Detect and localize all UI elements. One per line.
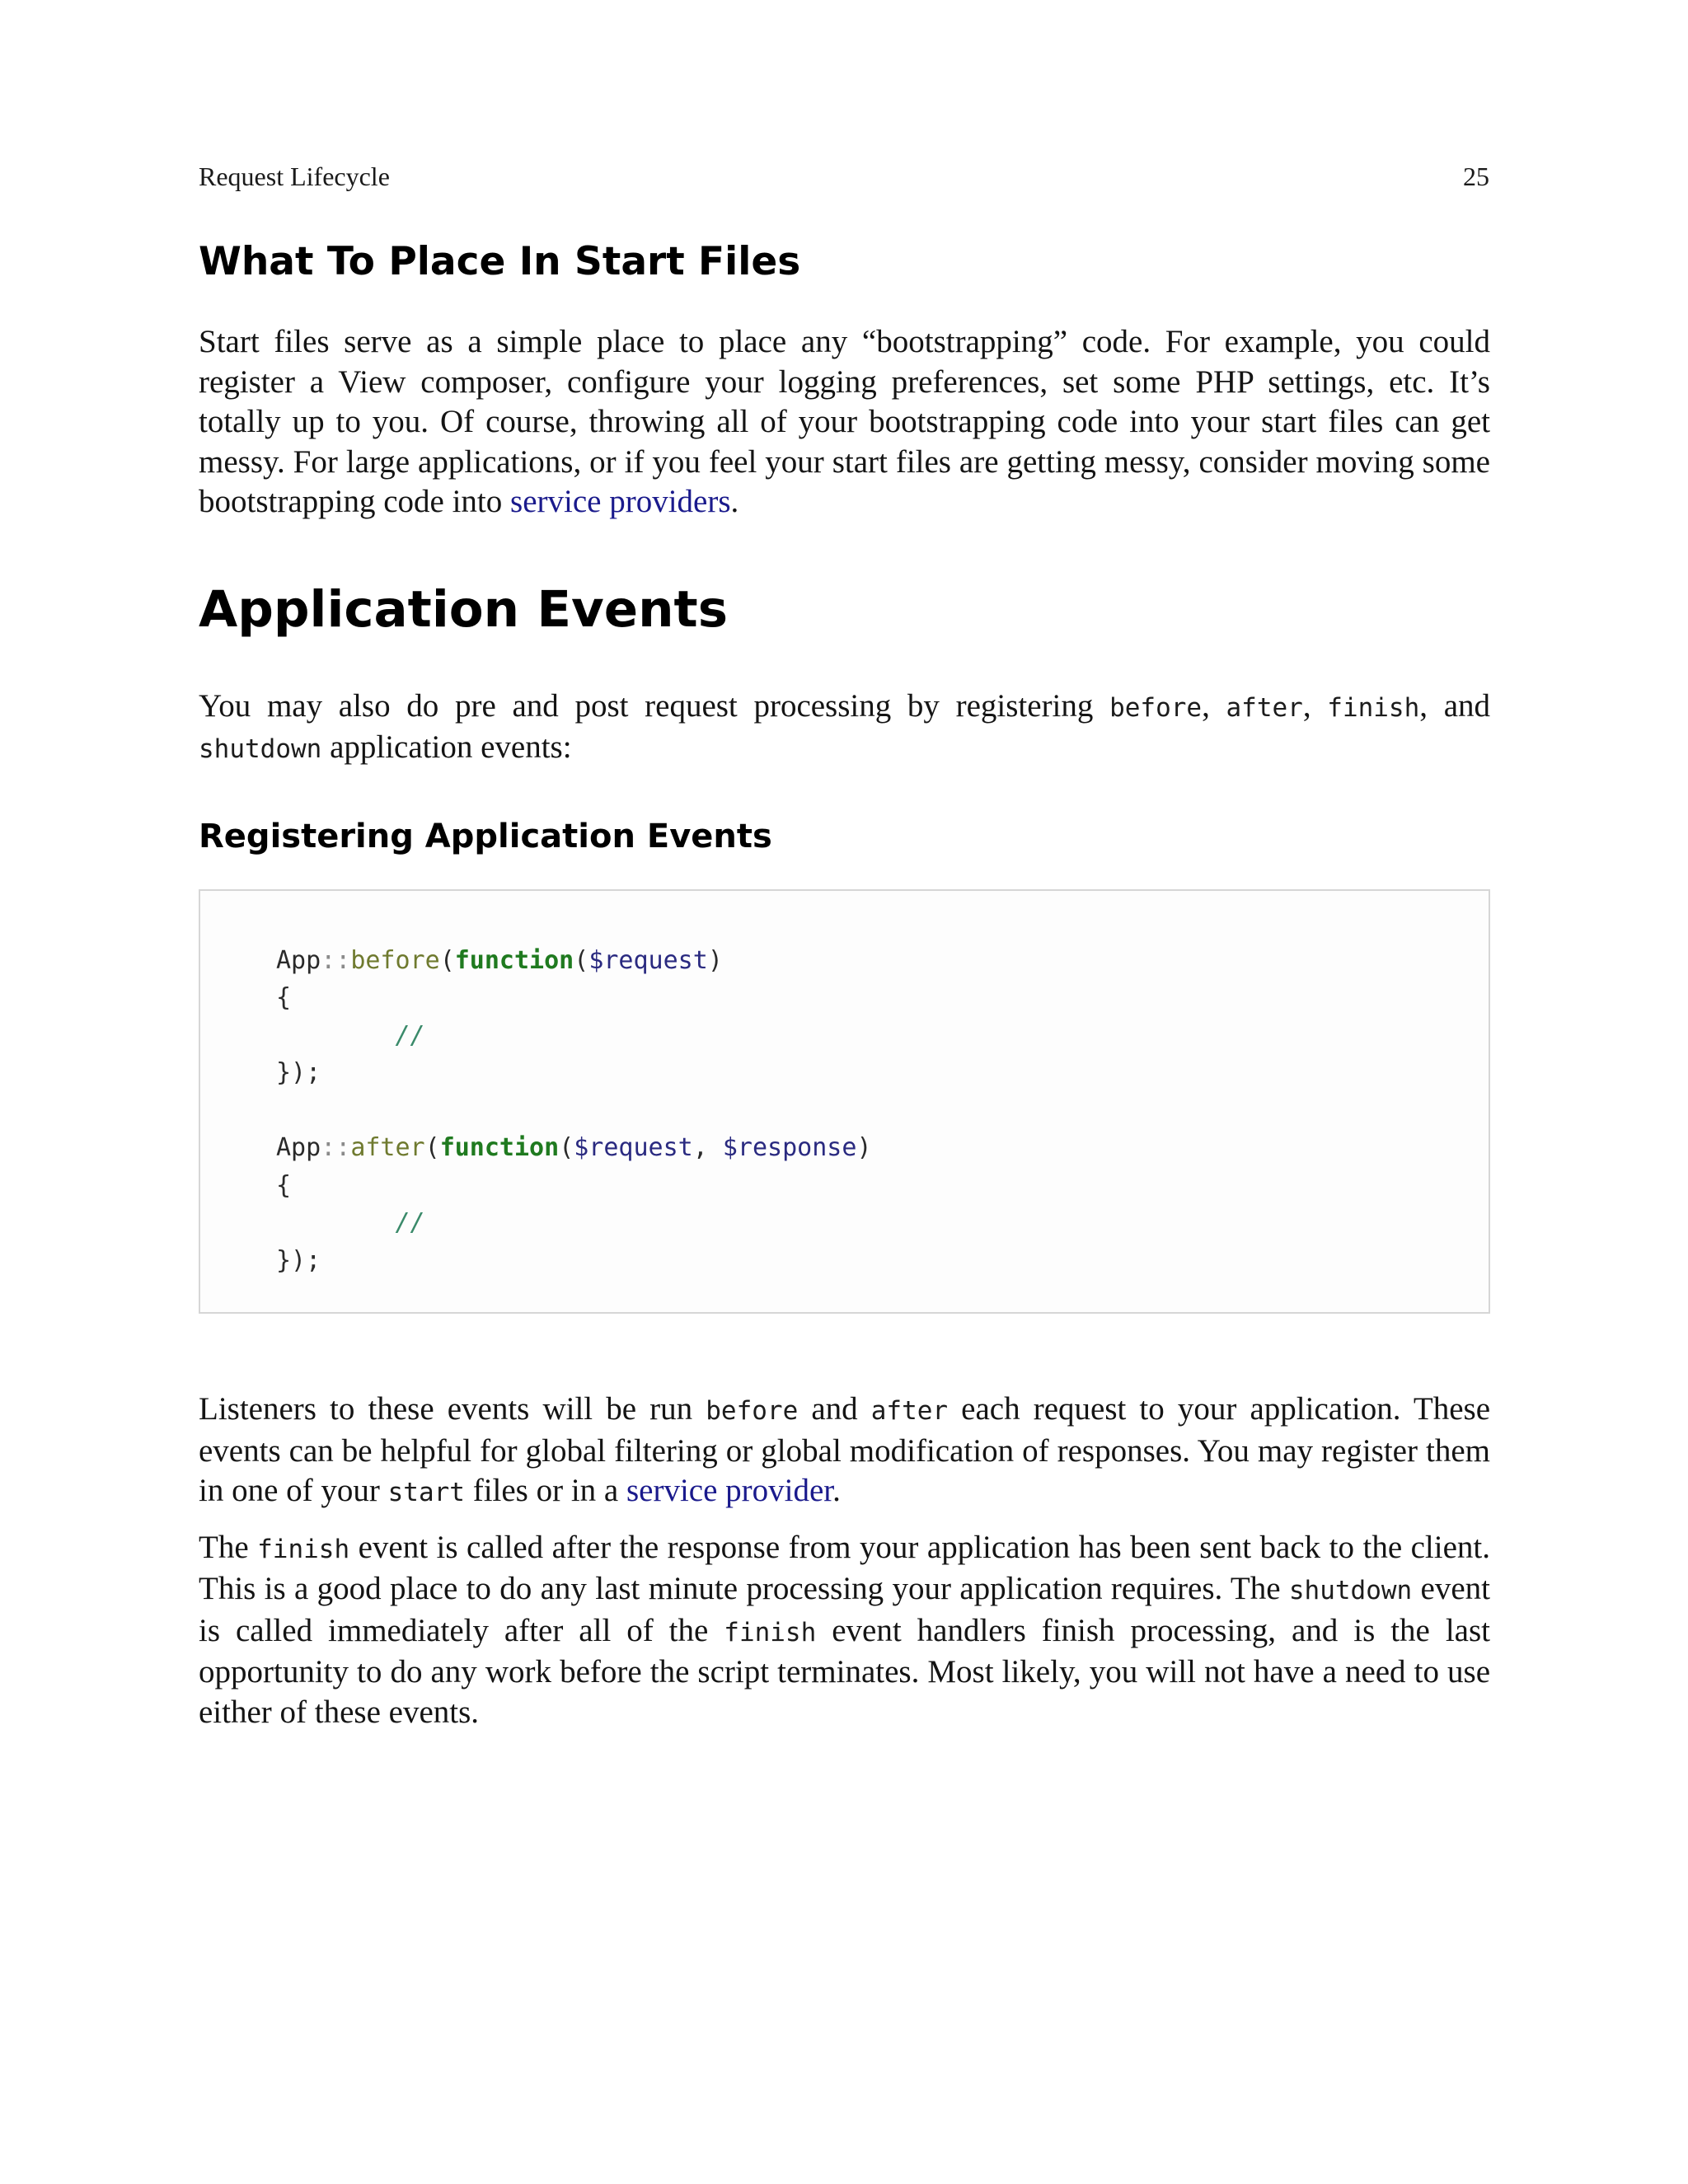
inline-code-finish: finish [257, 1534, 350, 1564]
service-providers-link[interactable]: service providers [510, 484, 731, 519]
para-text: files or in a [464, 1473, 626, 1508]
code-token: ) [707, 945, 723, 975]
code-token: after [350, 1133, 425, 1162]
start-files-paragraph [199, 322, 1490, 523]
code-token: }); [276, 1245, 321, 1275]
chapter-heading-application-events: Application Events [199, 579, 729, 639]
para-text: The [199, 1529, 258, 1565]
intro-text: You may also do pre and post request processing by registering [199, 687, 1110, 724]
start-files-text: Start files serve as a simple place to place any “bootstrapping” code. For example, you could register a View composer, configure your logging preferences, set some PHP settings, etc. It’s totally up to you. Of course, throwing all of your bootstrapping code into your start files can get messy. For large applications, or if you feel your start files are getting messy, consider moving some bootstrapping code into [199, 324, 1490, 519]
running-header-chapter: Request Lifecycle [199, 162, 390, 191]
para-text: event is called after the response from your application has been sent back to the client. This is a good place to do any last minute processing your application requires. The [199, 1529, 1490, 1606]
code-line [276, 1054, 1489, 1092]
code-block [199, 889, 1490, 1315]
listeners-paragraph [199, 1390, 1490, 1513]
code-line [276, 1129, 1489, 1167]
intro-text: , and [1419, 687, 1491, 724]
code-token: ( [574, 945, 589, 975]
code-token: function [454, 945, 574, 975]
start-files-text-end: . [730, 484, 739, 519]
finish-event-paragraph [199, 1528, 1490, 1733]
code-token: :: [321, 945, 351, 975]
code-token: { [276, 983, 292, 1012]
code-token: $request [588, 945, 708, 975]
inline-code-shutdown: shutdown [199, 734, 322, 764]
page-content [199, 239, 1490, 1732]
inline-code-after: after [1226, 692, 1303, 723]
code-line [276, 1242, 1489, 1280]
code-token: :: [321, 1133, 351, 1162]
para-text: and [798, 1391, 871, 1427]
code-token: App [276, 945, 321, 975]
code-token: , [692, 1133, 723, 1162]
inline-code-shutdown: shutdown [1288, 1576, 1413, 1605]
code-token: ( [424, 1133, 440, 1162]
code-token: ) [856, 1133, 872, 1162]
application-events-intro [199, 687, 1490, 770]
page-number: 25 [1463, 162, 1489, 191]
code-token: { [276, 1170, 292, 1200]
section-heading-start-files: What To Place In Start Files [199, 239, 801, 284]
running-header [199, 162, 1489, 192]
inline-code-before: before [706, 1396, 799, 1426]
code-token: App [276, 1133, 321, 1162]
code-line [276, 1204, 1489, 1242]
para-text: . [832, 1473, 841, 1508]
code-token: $response [722, 1133, 857, 1162]
code-token: $request [574, 1133, 693, 1162]
subheading-registering-events: Registering Application Events [199, 817, 772, 855]
code-token: function [439, 1133, 560, 1162]
code-comment: // [395, 1020, 425, 1050]
code-token: ( [559, 1133, 574, 1162]
code-line [276, 1017, 1489, 1055]
inline-code-finish: finish [724, 1617, 817, 1647]
para-text: event is called immediately after all of the [199, 1571, 1490, 1648]
inline-code-start: start [387, 1478, 465, 1507]
inline-code-after: after [870, 1396, 949, 1426]
code-token: before [350, 945, 440, 975]
code-token: }); [276, 1058, 321, 1087]
code-token: ( [439, 945, 455, 975]
para-text: event handlers finish processing, and is the last opportunity to do any work before the script terminates. Most likely, you will not have a need to use either of these events. [199, 1612, 1490, 1730]
code-line [276, 979, 1489, 1017]
para-text: each request to your application. These events can be helpful for global filtering or global modification of responses. You may register them in one of your [199, 1391, 1491, 1508]
inline-code-before: before [1109, 692, 1203, 723]
code-comment: // [395, 1208, 425, 1237]
code-line [276, 1167, 1489, 1205]
service-provider-link[interactable]: service provider [626, 1473, 833, 1508]
intro-text: , [1302, 687, 1328, 724]
intro-text: application events: [321, 729, 572, 765]
para-text: Listeners to these events will be run [199, 1391, 706, 1427]
inline-code-finish: finish [1327, 692, 1420, 723]
code-line [276, 942, 1489, 980]
code-line-blank [276, 1092, 1489, 1130]
intro-text: , [1202, 687, 1226, 724]
